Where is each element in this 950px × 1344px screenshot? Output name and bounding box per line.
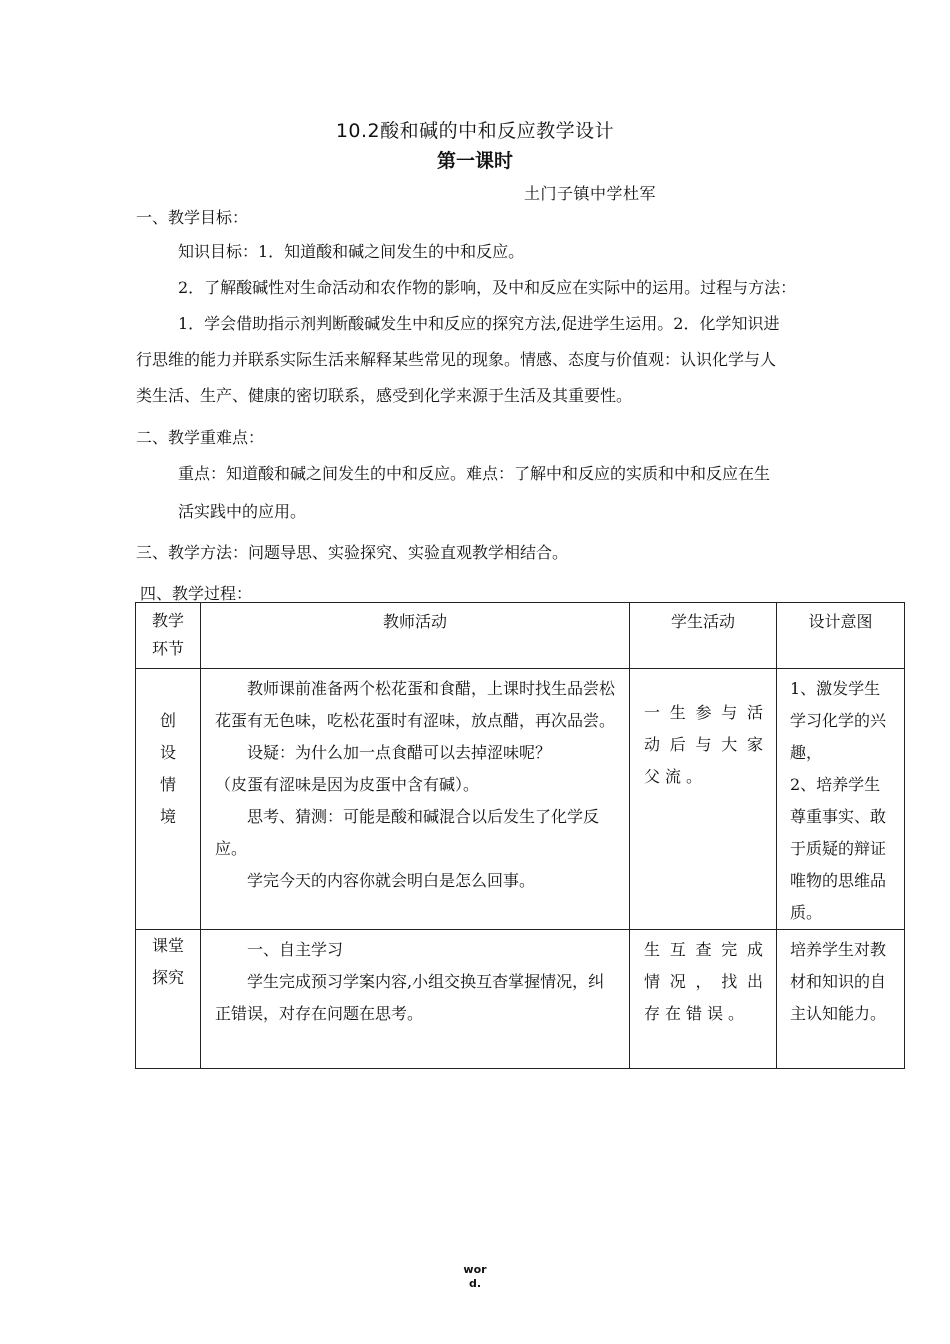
stage-line: 探究 xyxy=(151,968,184,987)
design-intent-cell xyxy=(777,669,905,930)
table-row xyxy=(136,669,905,930)
teacher-paragraph: 思考、猜测：可能是酸和碱混合以后发生了化学反应。 xyxy=(215,807,600,858)
process-method-line2: 行思维的能力并联系实际生活来解释某些常见的现象。情感、态度与价值观：认识化学与人 xyxy=(136,350,777,369)
header-design-intent: 设计意图 xyxy=(777,603,905,669)
process-method-line1: 1．学会借助指示剂判断酸碱发生中和反应的探究方法,促进学生运用。2．化学知识进 xyxy=(178,314,780,333)
keypoints-line2: 活实践中的应用。 xyxy=(178,502,307,521)
teacher-paragraph: 设疑：为什么加一点食醋可以去掉涩味呢？ xyxy=(247,743,552,762)
table-row xyxy=(136,930,905,1069)
teacher-paragraph: 一、自主学习 xyxy=(247,940,344,959)
intent-paragraph: 2、培养学生尊重事实、敢于质疑的辩证唯物的思维品质。 xyxy=(790,775,887,922)
document-title: 10.2酸和碱的中和反应教学设计 xyxy=(335,120,615,142)
stage-char: 境 xyxy=(159,807,176,826)
header-teacher-activity: 教师活动 xyxy=(201,603,630,669)
section-heading-objectives: 一、教学目标： xyxy=(136,208,249,227)
stage-char: 情 xyxy=(159,775,176,794)
teacher-paragraph: 学生完成预习学案内容,小组交换互杳掌握情况，纠正错误，对存在问题在思考。 xyxy=(215,972,605,1023)
teacher-activity-cell xyxy=(201,669,630,930)
header-stage-line2: 环节 xyxy=(151,639,184,658)
header-student-activity: 学生活动 xyxy=(630,603,777,669)
header-stage xyxy=(136,603,201,669)
footer-mark xyxy=(0,1263,950,1291)
teaching-process-table xyxy=(135,602,905,1069)
teacher-paragraph: （皮蛋有涩味是因为皮蛋中含有碱）。 xyxy=(215,775,480,794)
stage-char: 创 xyxy=(159,711,176,730)
header-stage-line1: 教学 xyxy=(151,611,184,630)
teaching-methods: 三、教学方法：问题导思、实验探究、实验直观教学相结合。 xyxy=(136,543,569,562)
student-activity-cell: 生互查完成情况，找出存在错误。 xyxy=(630,930,777,1069)
teacher-paragraph: 教师课前准备两个松花蛋和食醋，上课时找生品尝松花蛋有无色味，吃松花蛋时有涩味，放点醋，再次品尝。 xyxy=(215,679,616,730)
teacher-paragraph: 学完今天的内容你就会明白是怎么回事。 xyxy=(247,871,536,890)
table-header-row xyxy=(136,603,905,669)
design-intent-cell: 培养学生对教材和知识的自主认知能力。 xyxy=(777,930,905,1069)
stage-cell-scenario xyxy=(136,669,201,930)
process-method-line3: 类生活、生产、健康的密切联系，感受到化学来源于生活及其重要性。 xyxy=(136,386,633,405)
student-activity-cell: 一生参与活动后与大家父流。 xyxy=(630,669,777,930)
section-heading-keypoints: 二、教学重难点： xyxy=(136,428,265,447)
section-heading-process: 四、教学过程： xyxy=(140,584,253,603)
document-subtitle: 第一课时 xyxy=(436,150,513,172)
footer-line1: wor xyxy=(463,1263,487,1276)
objective-2: 2．了解酸碱性对生命活动和农作物的影响，及中和反应在实际中的运用。过程与方法： xyxy=(178,278,797,297)
stage-line: 课堂 xyxy=(151,936,184,955)
footer-line2: d. xyxy=(468,1277,482,1290)
stage-char: 设 xyxy=(159,743,176,762)
author-line: 土门子镇中学杜军 xyxy=(524,184,657,203)
stage-cell-inquiry xyxy=(136,930,201,1069)
keypoints-line1: 重点：知道酸和碱之间发生的中和反应。难点：了解中和反应的实质和中和反应在生 xyxy=(178,464,771,483)
teacher-activity-cell xyxy=(201,930,630,1069)
knowledge-objective: 知识目标：1．知道酸和碱之间发生的中和反应。 xyxy=(178,242,525,261)
intent-paragraph: 1、激发学生学习化学的兴趣， xyxy=(790,679,887,762)
